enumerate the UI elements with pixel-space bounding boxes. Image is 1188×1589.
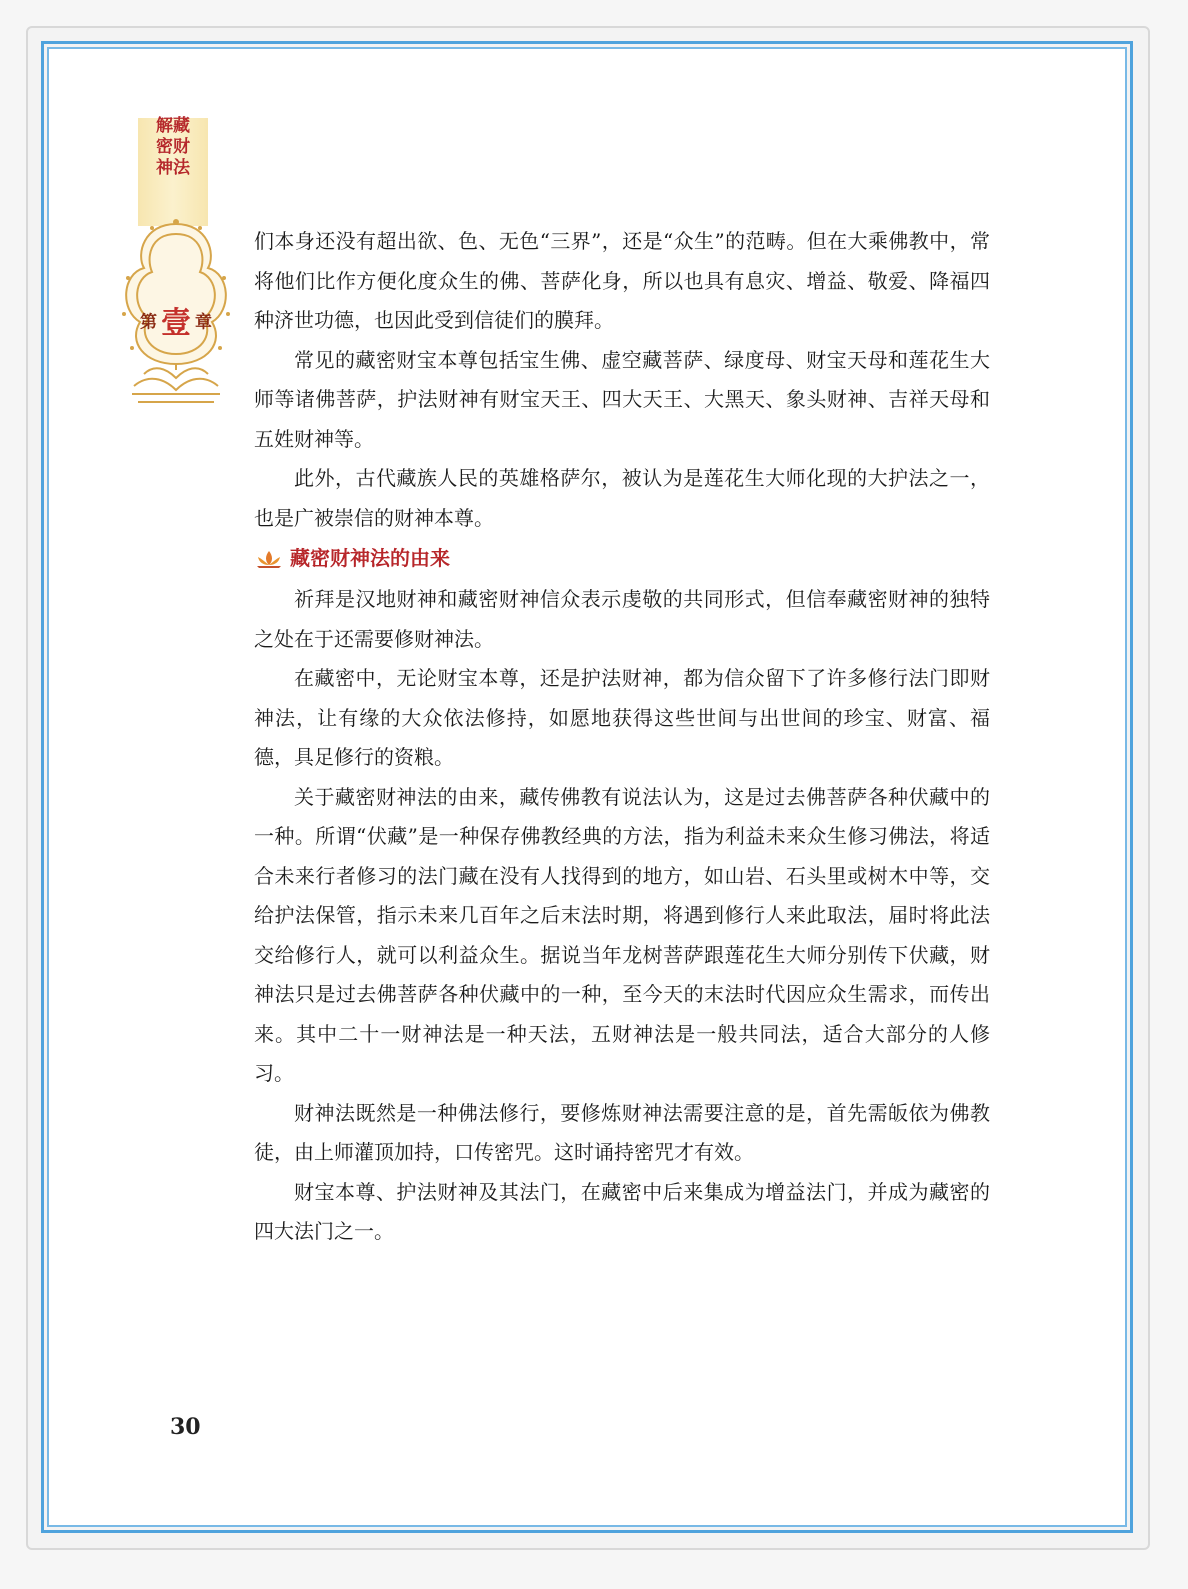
paragraph: 财宝本尊、护法财神及其法门，在藏密中后来集成为增益法门，并成为藏密的四大法门之一。 <box>254 1179 990 1243</box>
chapter-number: 壹 <box>161 306 191 341</box>
paragraph: 此外，古代藏族人民的英雄格萨尔，被认为是莲花生大师化现的大护法之一，也是广被崇信的财神本尊。 <box>254 466 990 530</box>
section-heading-text: 藏密财神法的由来 <box>290 546 450 571</box>
section-heading <box>254 538 990 580</box>
paragraph: 财神法既然是一种佛法修行，要修炼财神法需要注意的是，首先需皈依为佛教徒，由上师灌顶加持，口传密咒。这时诵持密咒才有效。 <box>254 1100 990 1164</box>
main-text <box>254 222 990 1252</box>
paragraph: 关于藏密财神法的由来，藏传佛教有说法认为，这是过去佛菩萨各种伏藏中的一种。所谓“伏藏”是一种保存佛教经典的方法，指为利益未来众生修习佛法，将适合未来行者修习的法门藏在没有人找得到的地方，如山岩、石头里或树木中等，交给护法保管，指示未来几百年之后末法时期，将遇到修行人来此取法，届时将此法交给修行人，就可以利益众生。据说当年龙树菩萨跟莲花生大师分别传下伏藏，财神法只是过去佛菩萨各种伏藏中的一种，至今天的末法时代因应众生需求，而传出来。其中二十一财神法是一种天法，五财神法是一般共同法，适合大部分的人修习。 <box>254 784 990 1085</box>
book-title-vertical: 解藏密财神法 <box>156 116 190 178</box>
paragraph: 祈拜是汉地财神和藏密财神信众表示虔敬的共同形式，但信奉藏密财神的独特之处在于还需要修财神法。 <box>254 587 990 651</box>
paragraph: 们本身还没有超出欲、色、无色“三界”，还是“众生”的范畴。但在大乘佛教中，常将他们比作方便化度众生的佛、菩萨化身，所以也具有息灾、增益、敬爱、降福四种济世功德，也因此受到信徒们的膜拜。 <box>254 229 990 332</box>
paragraph: 常见的藏密财宝本尊包括宝生佛、虚空藏菩萨、绿度母、财宝天母和莲花生大师等诸佛菩萨，护法财神有财宝天王、四大天王、大黑天、象头财神、吉祥天母和五姓财神等。 <box>254 347 990 451</box>
lotus-icon <box>254 549 284 569</box>
chapter-label <box>114 298 238 342</box>
chapter-suffix: 章 <box>195 312 212 333</box>
page-number: 30 <box>170 1414 201 1440</box>
chapter-prefix: 第 <box>140 312 157 333</box>
paragraph: 在藏密中，无论财宝本尊，还是护法财神，都为信众留下了许多修行法门即财神法，让有缘的大众依法修持，如愿地获得这些世间与出世间的珍宝、财富、福德，具足修行的资粮。 <box>254 666 990 769</box>
